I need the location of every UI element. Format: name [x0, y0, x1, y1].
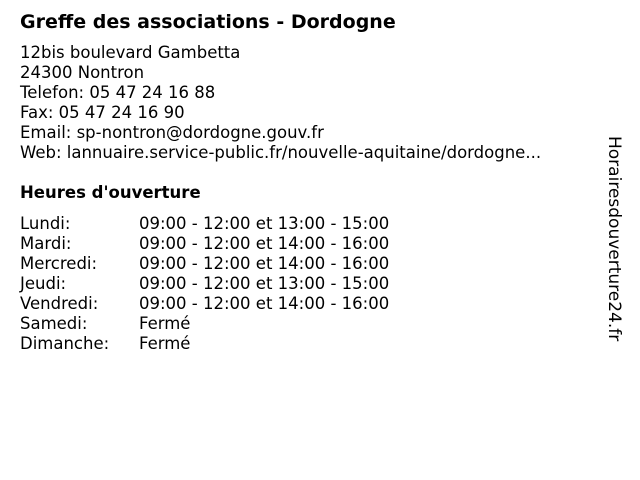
time-value: 09:00 - 12:00 et 14:00 - 16:00	[139, 234, 390, 253]
contact-block	[20, 43, 541, 163]
day-label: Lundi:	[20, 214, 71, 233]
address-street: 12bis boulevard Gambetta	[20, 43, 241, 62]
fax-number: Fax: 05 47 24 16 90	[20, 103, 185, 122]
day-label: Dimanche:	[20, 334, 110, 353]
site-watermark: Horairesdouverture24.fr	[604, 136, 624, 342]
address-city: 24300 Nontron	[20, 63, 145, 82]
time-value: 09:00 - 12:00 et 13:00 - 15:00	[139, 274, 390, 293]
day-label: Samedi:	[20, 314, 88, 333]
phone-number[interactable]: Telefon: 05 47 24 16 88	[20, 83, 216, 102]
day-label: Mercredi:	[20, 254, 98, 273]
day-label: Vendredi:	[20, 294, 99, 313]
page-title: Greffe des associations - Dordogne	[20, 11, 396, 33]
day-label: Mardi:	[20, 234, 72, 253]
time-value: 09:00 - 12:00 et 14:00 - 16:00	[139, 254, 390, 273]
time-value: 09:00 - 12:00 et 13:00 - 15:00	[139, 214, 390, 233]
day-label: Jeudi:	[20, 274, 67, 293]
time-value: Fermé	[139, 334, 191, 353]
opening-hours-heading: Heures d'ouverture	[20, 183, 201, 202]
time-value: Fermé	[139, 314, 191, 333]
time-value: 09:00 - 12:00 et 14:00 - 16:00	[139, 294, 390, 313]
website-link[interactable]: Web: lannuaire.service-public.fr/nouvelle-aquitaine/dordogne...	[20, 143, 542, 162]
email-address[interactable]: Email: sp-nontron@dordogne.gouv.fr	[20, 123, 324, 142]
